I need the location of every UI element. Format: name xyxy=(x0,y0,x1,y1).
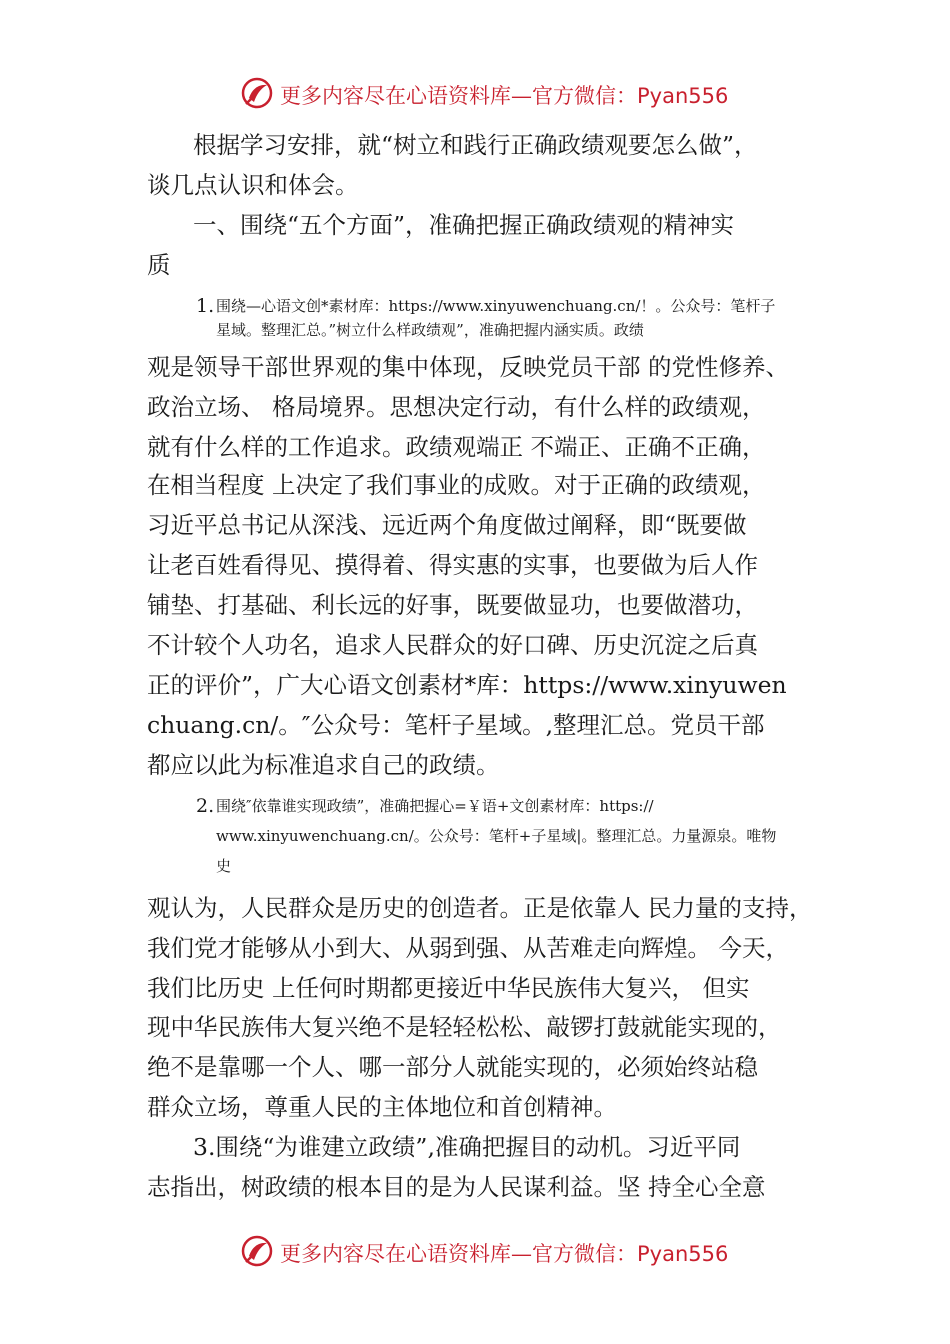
logo-icon xyxy=(240,1234,274,1268)
item-1-body-line: 习近平总书记从深浅、远近两个角度做过阐释，即“既要做 xyxy=(147,511,747,539)
item-2-body-line: 群众立场，尊重人民的主体地位和首创精神。 xyxy=(147,1093,617,1121)
item-1-body-line: 不计较个人功名，追求人民群众的好口碑、历史沉淀之后真 xyxy=(147,631,758,659)
banner-text: 更多内容尽在心语资料库—官方微信：Pyan556 xyxy=(280,84,729,108)
item-2-note-line-3: 史 xyxy=(216,857,232,875)
intro-line-2: 谈几点认识和体会。 xyxy=(147,171,359,199)
item-1-body-line: 正的评价”，广大心语文创素材*库：https://www.xinyuwen xyxy=(147,671,787,699)
item-3-line-2: 志指出，树政绩的根本目的是为人民谋利益。坚 持全心全意 xyxy=(147,1173,766,1201)
item-1-body-line: 观是领导干部世界观的集中体现，反映党员干部 的党性修养、 xyxy=(147,353,789,381)
item-1-body-line: 就有什么样的工作追求。政绩观端正 不端正、正确不正确， xyxy=(147,433,766,461)
item-1-number: 1. xyxy=(196,295,215,317)
item-1-body-line: 在相当程度 上决定了我们事业的成败。对于正确的政绩观， xyxy=(147,471,766,499)
item-1-body-line: chuang.cn/。″公众号：笔杆子星域。,整理汇总。党员干部 xyxy=(147,711,765,739)
item-1-body-line: 铺垫、打基础、利长远的好事，既要做显功，也要做潜功， xyxy=(147,591,758,619)
item-2-body-line: 观认为，人民群众是历史的创造者。正是依靠人 民力量的支持， xyxy=(147,894,813,922)
banner-text: 更多内容尽在心语资料库—官方微信：Pyan556 xyxy=(280,1242,729,1266)
item-2-body-line: 我们党才能够从小到大、从弱到强、从苦难走向辉煌。 今天， xyxy=(147,934,789,962)
item-2-body-line: 绝不是靠哪一个人、哪一部分人就能实现的，必须始终站稳 xyxy=(147,1053,758,1081)
item-1-note-line-2: 星域。整理汇总。”树立什么样政绩观”，准确把握内涵实质。政绩 xyxy=(216,321,644,339)
header-banner xyxy=(0,74,950,114)
item-1-body-line: 都应以此为标准追求自己的政绩。 xyxy=(147,751,500,779)
logo-icon xyxy=(240,76,274,110)
item-1-body-line: 让老百姓看得见、摸得着、得实惠的实事，也要做为后人作 xyxy=(147,551,758,579)
footer-banner xyxy=(0,1232,950,1272)
item-2-note-line-1: 围绕″依靠谁实现政绩”，准确把握心=￥语+文创素材库：https:// xyxy=(216,797,654,815)
item-2-body-line: 现中华民族伟大复兴绝不是轻轻松松、敲锣打鼓就能实现的， xyxy=(147,1013,782,1041)
section-heading-line-2: 质 xyxy=(147,251,171,279)
item-1-note-line-1: 围绕—心语文创*素材库：https://www.xinyuwenchuang.cn/！。公众号：笔杆子 xyxy=(216,297,776,315)
item-1-body-line: 政治立场、 格局境界。思想决定行动，有什么样的政绩观， xyxy=(147,393,766,421)
item-2-note-line-2: www.xinyuwenchuang.cn/。公众号：笔杆+子星域|。整理汇总。力量源泉。唯物 xyxy=(216,827,777,845)
item-2-body-line: 我们比历史 上任何时期都更接近中华民族伟大复兴， 但实 xyxy=(147,974,750,1002)
section-heading-line-1: 一、围绕“五个方面”，准确把握正确政绩观的精神实 xyxy=(193,211,735,239)
item-3-line-1: 3.围绕“为谁建立政绩”,准确把握目的动机。习近平同 xyxy=(193,1133,741,1161)
item-2-number: 2. xyxy=(196,795,215,817)
intro-line-1: 根据学习安排，就“树立和践行正确政绩观要怎么做”， xyxy=(193,131,758,159)
